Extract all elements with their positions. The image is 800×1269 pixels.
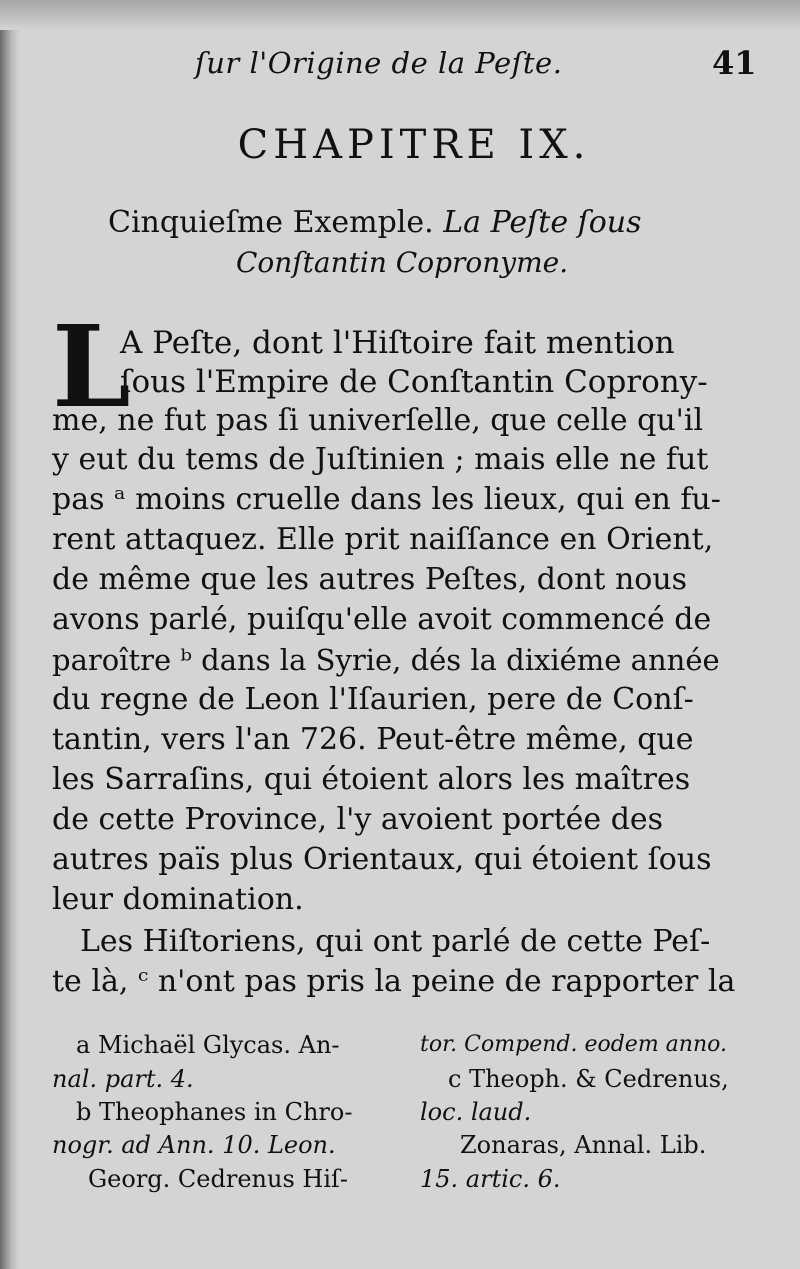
body-line: te là, ᶜ n'ont pas pris la peine de rapporter la bbox=[52, 964, 736, 999]
body-line: Les Hiſtoriens, qui ont parlé de cette Peſ- bbox=[80, 924, 711, 959]
page-gutter-shadow bbox=[0, 0, 20, 1269]
body-line: avons parlé, puiſqu'elle avoit commencé de bbox=[52, 602, 712, 637]
drop-capital: L bbox=[52, 302, 131, 433]
footnote-line: b Theophanes in Chro- bbox=[76, 1098, 353, 1126]
chapter-heading: CHAPITRE IX. bbox=[237, 122, 591, 168]
body-line: de cette Province, l'y avoient portée des bbox=[52, 802, 664, 837]
subtitle-italic-1: La Peſte ſous bbox=[443, 205, 642, 240]
page-number: 41 bbox=[712, 44, 757, 82]
footnote-line: nogr. ad Ann. 10. Leon. bbox=[52, 1131, 336, 1159]
chapter-subtitle bbox=[108, 203, 642, 283]
body-line: rent attaquez. Elle prit naiſſance en Orient, bbox=[52, 522, 714, 557]
footnote-line: a Michaël Glycas. An- bbox=[76, 1031, 340, 1059]
body-line: pas ᵃ moins cruelle dans les lieux, qui en fu- bbox=[52, 482, 721, 517]
body-line: me, ne fut pas ſi univerſelle, que celle qu'il bbox=[52, 403, 704, 438]
subtitle-italic-2: Conſtantin Copronyme. bbox=[236, 246, 569, 279]
footnote-line: nal. part. 4. bbox=[52, 1065, 194, 1093]
body-line: paroître ᵇ dans la Syrie, dés la dixiéme année bbox=[52, 643, 720, 677]
page-top-shade bbox=[0, 0, 800, 30]
body-line: tantin, vers l'an 726. Peut-être même, que bbox=[52, 722, 694, 757]
footnote-line: tor. Compend. eodem anno. bbox=[420, 1032, 727, 1057]
body-line: de même que les autres Peſtes, dont nous bbox=[52, 562, 688, 597]
subtitle-roman: Cinquieſme Exemple. bbox=[108, 205, 434, 240]
footnote-line: 15. artic. 6. bbox=[420, 1165, 561, 1193]
body-line: A Peſte, dont l'Hiſtoire fait mention bbox=[120, 325, 675, 361]
body-line: du regne de Leon l'Iſaurien, pere de Conſ- bbox=[52, 682, 694, 717]
body-line: leur domination. bbox=[52, 882, 304, 917]
body-line: les Sarraſins, qui étoient alors les maîtres bbox=[52, 762, 691, 797]
footnote-line: loc. laud. bbox=[420, 1098, 532, 1126]
footnote-separator bbox=[52, 1008, 762, 1009]
footnote-line: Georg. Cedrenus Hiſ- bbox=[88, 1165, 348, 1193]
body-line: y eut du tems de Juſtinien ; mais elle ne fut bbox=[52, 442, 709, 477]
body-line: autres païs plus Orientaux, qui étoient ſous bbox=[52, 842, 712, 877]
running-title: ſur l'Origine de la Peſte. bbox=[195, 46, 563, 80]
footnote-line: Zonaras, Annal. Lib. bbox=[460, 1131, 707, 1159]
body-line: ſous l'Empire de Conſtantin Coprony- bbox=[120, 364, 708, 400]
footnote-line: c Theoph. & Cedrenus, bbox=[448, 1065, 729, 1093]
